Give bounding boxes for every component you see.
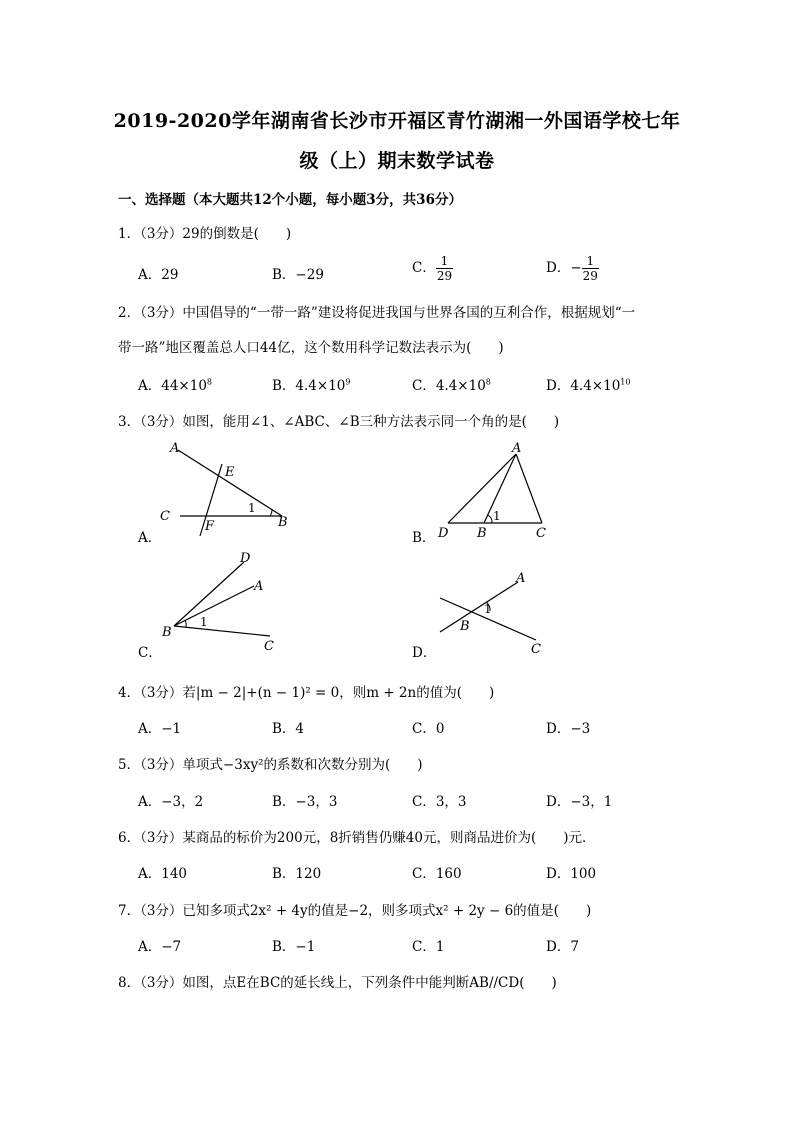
line-ab [178,450,282,516]
label-b: B [460,619,470,634]
label-angle-1: 1 [200,615,208,629]
label-c: C [531,642,541,657]
q1-option-d [546,254,599,283]
label-a: A [170,441,180,456]
q2-option-b-base: B．4.4×10 [272,378,346,394]
label-b: B [278,515,288,530]
q2-option-c-exponent: 8 [485,377,491,387]
q2-option-d-exponent: 10 [620,377,631,387]
question-2-stem-line2: 带一路”地区覆盖总人口44亿，这个数用科学记数法表示为( ) [118,340,504,356]
q3-figure-a [150,438,300,543]
q1-option-c-fraction [436,254,453,283]
question-1-stem: 1．（3分）29的倒数是( ) [118,226,292,242]
fraction-numerator: 1 [582,254,599,269]
question-6-stem: 6．（3分）某商品的标价为200元，8折销售仍赚40元，则商品进价为( )元． [118,830,596,846]
label-b: B [162,625,172,640]
q6-option-c: C．160 [412,866,462,882]
q6-option-d: D．100 [546,866,597,882]
q3-option-b: B． [412,530,436,546]
q2-option-a-exponent: 8 [206,377,213,387]
label-e: E [225,465,235,480]
label-c: C [536,526,546,541]
q6-option-a: A．140 [138,866,188,882]
q4-option-d: D．−3 [546,721,591,737]
exam-title-line2: 级（上）期末数学试卷 [299,150,495,172]
q4-option-c: C．0 [412,721,445,737]
q3-option-a: A． [138,530,162,546]
line-ab [440,582,518,632]
q7-option-d: D．7 [546,939,579,955]
question-5-stem: 5．（3分）单项式−3xy²的系数和次数分别为( ) [118,757,423,773]
line-ba [174,586,254,626]
q4-option-a: A．−1 [138,721,182,737]
q1-option-b: B．−29 [272,267,324,283]
q2-option-b [272,374,350,394]
line-da [448,454,516,523]
question-3-stem: 3．（3分）如图，能用∠1、∠ABC、∠B三种方法表示同一个角的是( ) [118,414,560,430]
angle-arc [270,509,272,516]
label-d: D [240,551,251,566]
label-f: F [205,519,215,534]
label-c: C [264,639,274,653]
label-a: A [512,441,522,456]
q6-option-b: B．120 [272,866,322,882]
q7-option-a: A．−7 [138,939,182,955]
q7-option-b: B．−1 [272,939,316,955]
q7-option-c: C．1 [412,939,445,955]
label-b: B [477,526,487,541]
q5-option-c: C．3，3 [412,794,467,810]
label-c: C [160,509,170,524]
q3-option-d: D． [412,645,437,661]
q5-option-a: A．−3，2 [138,794,204,810]
q3-option-c: C． [138,645,162,661]
exam-title-line1: 2019-2020学年湖南省长沙市开福区青竹湖湘一外国语学校七年 [113,110,681,132]
q3-figure-c [158,548,288,653]
question-4-stem: 4．（3分）若|m − 2|+(n − 1)² = 0，则m + 2n的值为( ) [118,685,495,701]
angle-arc [185,620,186,627]
question-8-stem: 8．（3分）如图，点E在BC的延长线上，下列条件中能判断AB//CD( ) [118,975,557,991]
fraction-numerator: 1 [436,254,453,269]
q1-option-d-fraction [582,254,599,283]
section-heading: 一、选择题（本大题共12个小题，每小题3分，共36分） [118,192,462,208]
label-angle-1: 1 [493,509,501,523]
q4-option-b: B．4 [272,721,305,737]
q5-option-d: D．−3，1 [546,794,613,810]
q2-option-c-base: C．4.4×10 [412,378,486,394]
q3-figure-b [432,440,562,542]
q2-option-a [138,374,212,394]
question-7-stem: 7．（3分）已知多项式2x² + 4y的值是−2，则多项式x² + 2y − 6的值是( ) [118,903,592,919]
label-d: D [438,526,449,541]
line-bd [174,562,244,626]
q5-option-b: B．−3，3 [272,794,338,810]
label-angle-1: 1 [248,501,256,515]
q1-option-d-prefix: D．− [546,260,582,276]
q1-option-c-prefix: C． [412,260,436,276]
question-2-stem-line1: 2．（3分）中国倡导的“一带一路”建设将促进我国与世界各国的互利合作，根据规划“一 [118,305,636,321]
line-bc [174,626,270,636]
line-ac [516,454,542,523]
q3-figure-d [432,564,562,659]
q2-option-b-exponent: 9 [345,377,351,387]
label-a: A [254,579,264,594]
q2-option-c [412,374,491,394]
angle-arc [488,515,492,523]
label-angle-1: 1 [484,602,492,616]
label-a: A [516,571,526,586]
fraction-denominator: 29 [436,269,453,283]
q2-option-d [546,374,630,394]
fraction-denominator: 29 [582,269,598,283]
q1-option-c [412,254,453,283]
q1-option-a: A．29 [138,267,179,283]
q2-option-a-base: A．44×10 [138,378,207,394]
q2-option-d-base: D．4.4×10 [546,378,621,394]
